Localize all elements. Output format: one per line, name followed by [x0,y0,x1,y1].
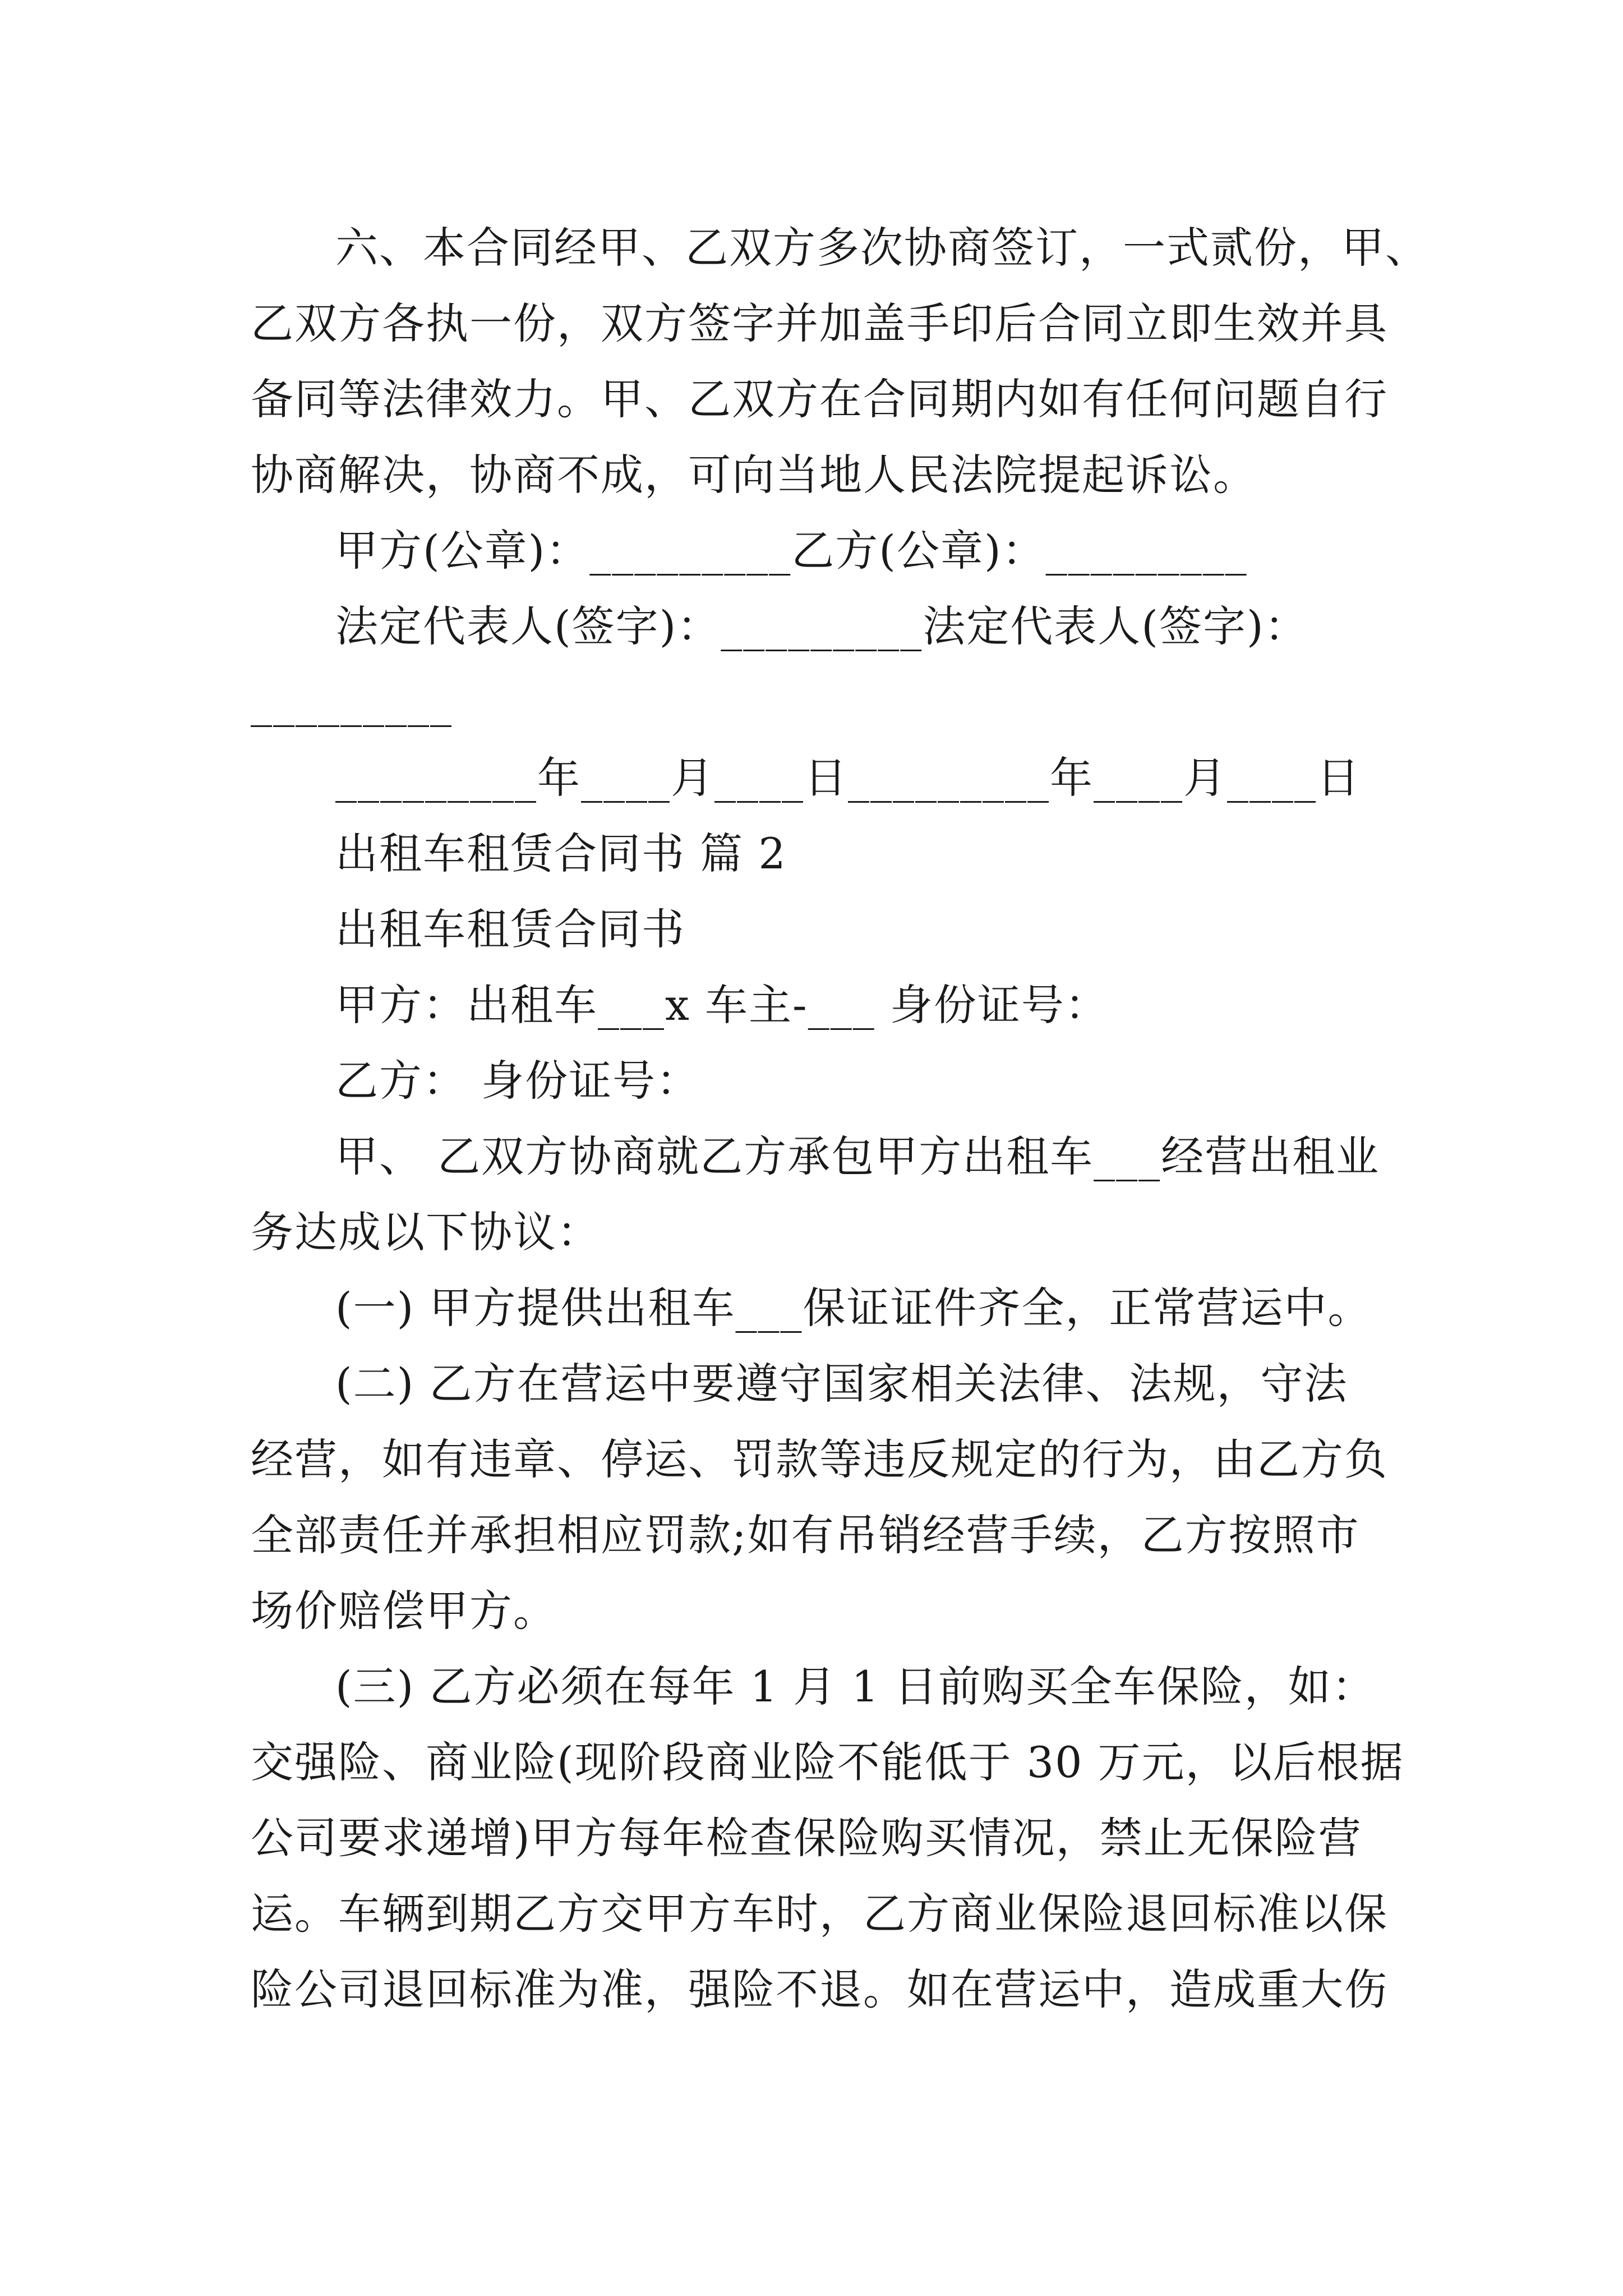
paragraph-line: 备同等法律效力。甲、乙双方在合同期内如有任何问题自行 [251,374,1388,424]
paragraph-line: 经营，如有违章、停运、罚款等违反规定的行为，由乙方负 [251,1434,1388,1484]
contract-title: 出租车租赁合同书 [335,904,685,954]
representative-line: 法定代表人(签字)：_________法定代表人(签字)： [335,601,1308,651]
paragraph-line: 乙双方各执一份，双方签字并加盖手印后合同立即生效并具 [251,298,1388,348]
date-line: _________年____月____日_________年____月____日 [335,753,1361,803]
paragraph-line: 六、本合同经甲、乙双方多次协商签订，一式贰份，甲、 [335,223,1429,273]
seal-line: 甲方(公章)：_________乙方(公章)：_________ [335,526,1248,576]
paragraph-line: 甲、 乙双方协商就乙方承包甲方出租车___经营出租业 [335,1131,1380,1181]
paragraph-line: 全部责任并承担相应罚款;如有吊销经营手续，乙方按照市 [251,1510,1360,1560]
signature-blank: _________ [251,677,453,727]
paragraph-line: 运。车辆到期乙方交甲方车时，乙方商业保险退回标准以保 [251,1889,1388,1939]
party-b-line: 乙方： 身份证号： [335,1056,700,1106]
paragraph-line: 公司要求递增)甲方每年检查保险购买情况，禁止无保险营 [251,1813,1362,1863]
clause-line: (二) 乙方在营运中要遵守国家相关法律、法规，守法 [335,1359,1348,1409]
clause-line: (三) 乙方必须在每年 1 月 1 日前购买全车保险，如： [335,1662,1376,1711]
section-heading: 出租车租赁合同书 篇 2 [335,829,787,878]
paragraph-line: 场价赔偿甲方。 [251,1586,557,1636]
paragraph-line: 协商解决，协商不成，可向当地人民法院提起诉讼。 [251,450,1257,500]
clause-line: (一) 甲方提供出租车___保证证件齐全，正常营运中。 [335,1283,1372,1333]
paragraph-line: 险公司退回标准为准，强险不退。如在营运中，造成重大伤 [251,1964,1388,2014]
paragraph-line: 务达成以下协议： [251,1207,601,1257]
party-a-line: 甲方：出租车___x 车主-___ 身份证号： [335,980,1109,1030]
paragraph-line: 交强险、商业险(现阶段商业险不能低于 30 万元，以后根据 [251,1737,1404,1787]
